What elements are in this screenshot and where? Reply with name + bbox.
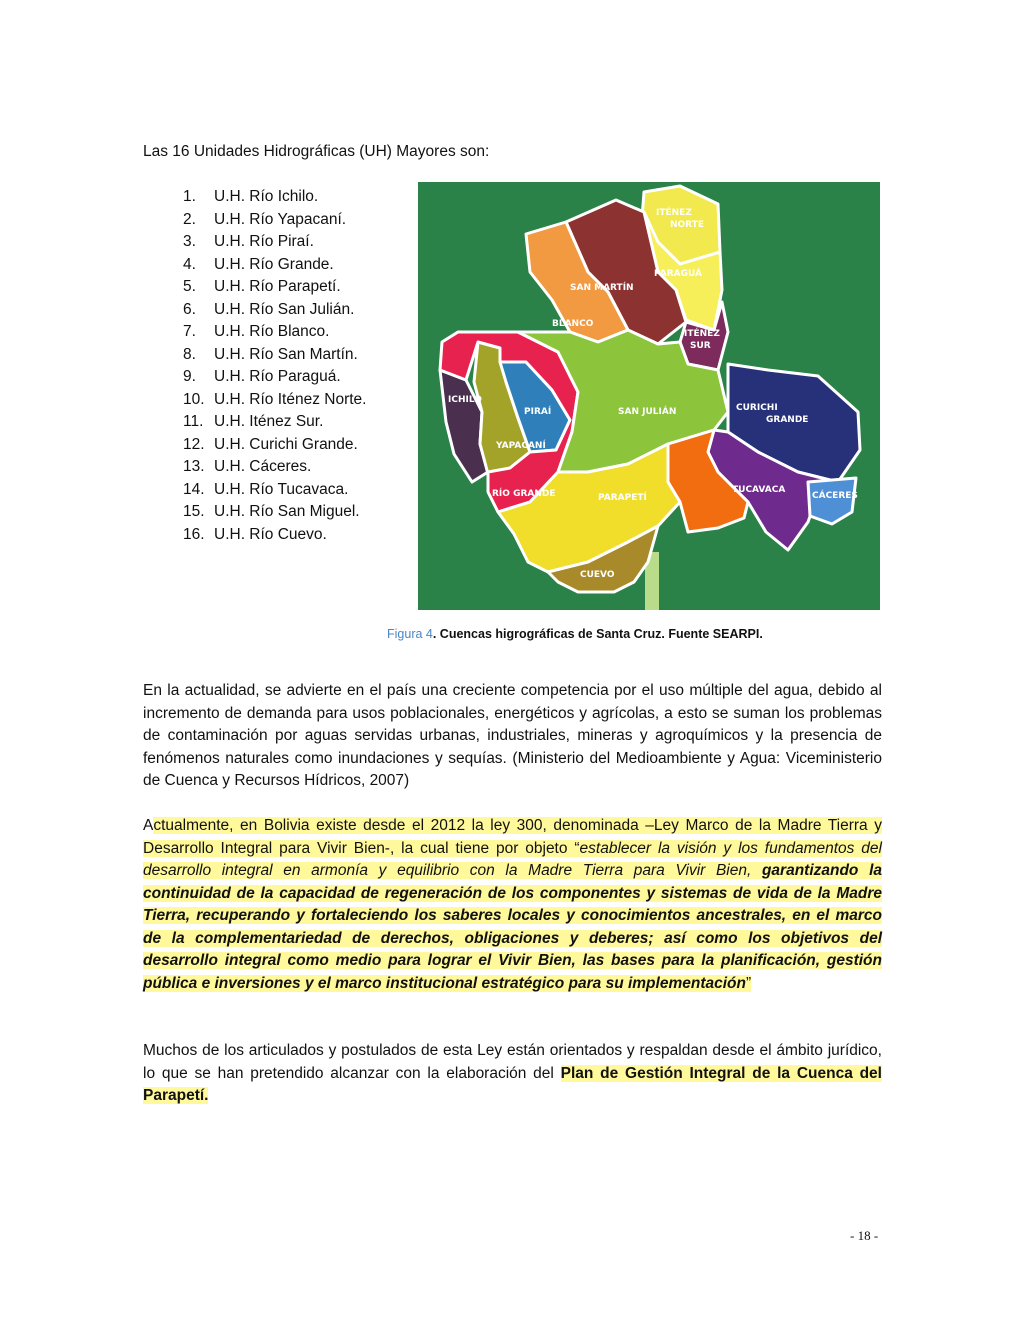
map-label-curichi-grande-2: GRANDE — [766, 415, 809, 425]
paragraph-text: Muchos de los articulados y postulados de esta Ley están orientados y respaldan desde el ámbito jurídico, lo que se han pretendido alcanzar con la elaboración del — [143, 1042, 882, 1082]
list-item: 11. U.H. Iténez Sur. — [183, 413, 324, 430]
list-item: 10. U.H. Río Iténez Norte. — [183, 390, 367, 408]
list-item: 2. U.H. Río Yapacaní. — [183, 210, 347, 228]
paragraph-lead-letter: A — [143, 817, 154, 834]
map-label-itenez-sur-1: ITÉNEZ — [684, 329, 720, 339]
closing-quote: ” — [745, 974, 752, 992]
map-label-parapeti: PARAPETÍ — [598, 493, 647, 503]
watersheds-map — [418, 182, 880, 610]
page-number: - 18 - — [850, 1228, 879, 1243]
map-label-paragua: PARAGUÁ — [654, 269, 703, 279]
list-item: 8. U.H. Río San Martín. — [183, 345, 358, 363]
map-label-san-julian: SAN JULIÁN — [618, 407, 677, 417]
paragraph-plan — [143, 1040, 882, 1108]
highlight-italic-text: establecer la visión y los fundamentos del desarrollo integral en armonía y equilibrio con la Madre Tierra para Vivir Bien, — [143, 839, 882, 879]
map-label-blanco: BLANCO — [552, 319, 594, 329]
map-label-curichi-grande-1: CURICHI — [736, 403, 778, 413]
map-label-tucavaca: TUCAVACA — [732, 485, 786, 495]
map-label-rio-grande: RÍO GRANDE — [492, 489, 556, 499]
map-label-itenez-norte-2: NORTE — [670, 220, 704, 230]
map-label-pirai: PIRAÍ — [524, 407, 552, 417]
plan-title-highlight: Plan de Gestión Integral de la Cuenca del Parapetí. — [143, 1064, 882, 1104]
list-item: 7. U.H. Río Blanco. — [183, 323, 330, 340]
paragraph-ley-300 — [143, 815, 882, 995]
list-intro: Las 16 Unidades Hidrográficas (UH) Mayores son: — [143, 143, 490, 160]
list-item: 9. U.H. Río Paraguá. — [183, 368, 341, 385]
list-item: 1. U.H. Río Ichilo. — [183, 188, 319, 205]
map-label-yapacani: YAPACANÍ — [496, 441, 546, 451]
list-item: 12. U.H. Curichi Grande. — [183, 435, 358, 453]
paragraph-competition: En la actualidad, se advierte en el país una creciente competencia por el uso múltiple del agua, debido al incremento de demanda para usos poblacionales, energéticos y agrícolas, a esto se suman los problemas de contaminación por aguas servidas urbanas, industriales, mineras y agroquímicos y la presencia de fenómenos naturales como inundaciones y sequías. (Ministerio del Medioambiente y Agua: Viceministerio de Cuenca y Recursos Hídricos, 2007) — [143, 682, 882, 789]
highlight-text: ctualmente, en Bolivia existe desde el 2012 la ley 300, denominada –Ley Marco de la Madre Tierra y Desarrollo Integral para Vivir Bien-, la cual tiene por objeto “ — [143, 817, 882, 857]
figure-caption-text: . Cuencas higrográficas de Santa Cruz. Fuente SEARPI. — [432, 627, 763, 641]
list-item: 3. U.H. Río Piraí. — [183, 233, 314, 250]
map-label-itenez-norte-1: ITÉNEZ — [656, 208, 692, 218]
list-item: 16. U.H. Río Cuevo. — [183, 525, 327, 543]
list-item: 14. U.H. Río Tucavaca. — [183, 480, 349, 498]
list-item: 4. U.H. Río Grande. — [183, 255, 334, 273]
list-item: 6. U.H. Río San Julián. — [183, 300, 355, 318]
list-item: 5. U.H. Río Parapetí. — [183, 278, 341, 295]
map-label-ichilo: ICHILO — [448, 395, 482, 405]
map-label-caceres: CÁCERES — [812, 491, 858, 501]
figure-caption — [387, 627, 763, 641]
highlight-bold-italic-text: garantizando la continuidad de la capacidad de regeneración de los componentes y sistemas de vida de la Madre Tierra, recuperando y fortaleciendo los saberes locales y conocimientos ancestrales, en el marco de la complementariedad de derechos, obligaciones y deberes; así como los objetivos del desarrollo integral como medio para lograr el Vivir Bien, las bases para la planificación, gestión pública e inversiones y el marco institucional estratégico para su implementación — [143, 862, 882, 992]
map-label-cuevo: CUEVO — [580, 570, 615, 580]
list-item: 13. U.H. Cáceres. — [183, 458, 312, 475]
map-label-san-martin: SAN MARTÍN — [570, 283, 634, 293]
figure-label: Figura 4 — [387, 627, 433, 641]
map-label-itenez-sur-2: SUR — [690, 341, 711, 351]
list-item: 15. U.H. Río San Miguel. — [183, 503, 360, 520]
hydrographic-units-list — [183, 186, 366, 546]
